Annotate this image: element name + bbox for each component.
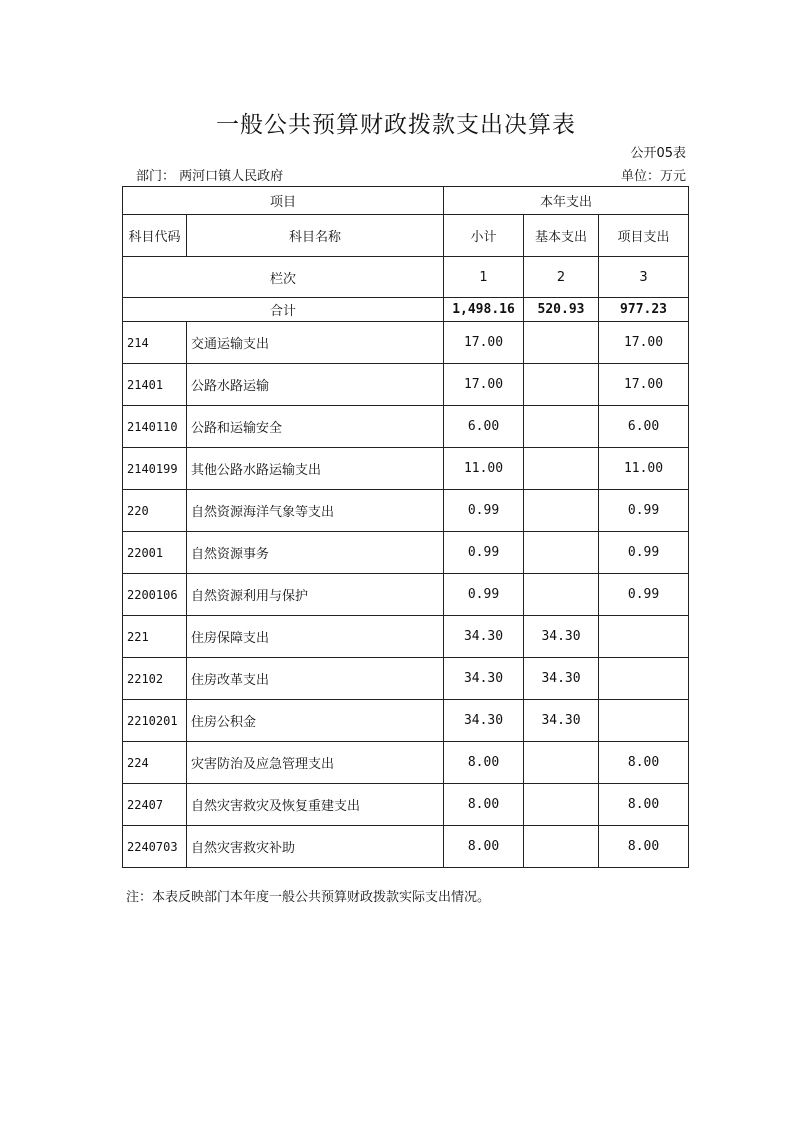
header-project: 项目支出 bbox=[599, 215, 689, 257]
column-index-3: 3 bbox=[599, 257, 689, 298]
column-index-row bbox=[123, 257, 689, 298]
table-row bbox=[123, 448, 689, 490]
unit-label: 单位：万元 bbox=[620, 169, 686, 184]
table-row bbox=[123, 406, 689, 448]
row-subtotal: 8.00 bbox=[444, 826, 524, 868]
row-subtotal: 34.30 bbox=[444, 658, 524, 700]
row-subtotal: 6.00 bbox=[444, 406, 524, 448]
table-row bbox=[123, 574, 689, 616]
header-row-1 bbox=[123, 187, 689, 215]
table-row bbox=[123, 658, 689, 700]
total-row bbox=[123, 298, 689, 322]
row-basic: 34.30 bbox=[524, 658, 599, 700]
row-name: 住房公积金 bbox=[187, 700, 444, 742]
row-name: 公路水路运输 bbox=[187, 364, 444, 406]
row-subtotal: 34.30 bbox=[444, 700, 524, 742]
table-row bbox=[123, 742, 689, 784]
page-title: 一般公共预算财政拨款支出决算表 bbox=[216, 112, 576, 138]
header-code: 科目代码 bbox=[123, 215, 187, 257]
row-project bbox=[599, 616, 689, 658]
footnote: 注：本表反映部门本年度一般公共预算财政拨款实际支出情况。 bbox=[126, 890, 491, 905]
row-project: 6.00 bbox=[599, 406, 689, 448]
row-basic bbox=[524, 532, 599, 574]
column-index-1: 1 bbox=[444, 257, 524, 298]
row-code: 22001 bbox=[123, 532, 187, 574]
row-name: 交通运输支出 bbox=[187, 322, 444, 364]
table-row bbox=[123, 532, 689, 574]
header-item: 项目 bbox=[123, 187, 444, 215]
row-name: 公路和运输安全 bbox=[187, 406, 444, 448]
row-basic bbox=[524, 406, 599, 448]
row-name: 住房保障支出 bbox=[187, 616, 444, 658]
row-basic bbox=[524, 322, 599, 364]
row-project: 0.99 bbox=[599, 532, 689, 574]
total-project: 977.23 bbox=[599, 298, 689, 322]
row-subtotal: 0.99 bbox=[444, 490, 524, 532]
header-current-year: 本年支出 bbox=[444, 187, 689, 215]
row-name: 其他公路水路运输支出 bbox=[187, 448, 444, 490]
row-name: 自然资源利用与保护 bbox=[187, 574, 444, 616]
total-label: 合计 bbox=[123, 298, 444, 322]
row-subtotal: 17.00 bbox=[444, 364, 524, 406]
department-label: 部门： 两河口镇人民政府 bbox=[136, 169, 284, 184]
column-index-2: 2 bbox=[524, 257, 599, 298]
row-basic bbox=[524, 448, 599, 490]
header-row-2 bbox=[123, 215, 689, 257]
row-code: 2140199 bbox=[123, 448, 187, 490]
row-subtotal: 0.99 bbox=[444, 532, 524, 574]
row-code: 214 bbox=[123, 322, 187, 364]
header-name: 科目名称 bbox=[187, 215, 444, 257]
row-project: 17.00 bbox=[599, 364, 689, 406]
row-subtotal: 0.99 bbox=[444, 574, 524, 616]
row-project: 0.99 bbox=[599, 490, 689, 532]
row-basic: 34.30 bbox=[524, 700, 599, 742]
row-subtotal: 34.30 bbox=[444, 616, 524, 658]
header-subtotal: 小计 bbox=[444, 215, 524, 257]
row-name: 灾害防治及应急管理支出 bbox=[187, 742, 444, 784]
expenditure-table bbox=[122, 186, 689, 868]
row-project: 8.00 bbox=[599, 826, 689, 868]
row-basic bbox=[524, 490, 599, 532]
row-code: 224 bbox=[123, 742, 187, 784]
table-row bbox=[123, 616, 689, 658]
row-name: 自然资源海洋气象等支出 bbox=[187, 490, 444, 532]
row-subtotal: 17.00 bbox=[444, 322, 524, 364]
row-name: 自然资源事务 bbox=[187, 532, 444, 574]
row-basic bbox=[524, 364, 599, 406]
row-project: 17.00 bbox=[599, 322, 689, 364]
row-name: 自然灾害救灾补助 bbox=[187, 826, 444, 868]
row-basic bbox=[524, 742, 599, 784]
table-row bbox=[123, 364, 689, 406]
row-basic: 34.30 bbox=[524, 616, 599, 658]
total-basic: 520.93 bbox=[524, 298, 599, 322]
column-index-label: 栏次 bbox=[123, 257, 444, 298]
row-project bbox=[599, 700, 689, 742]
row-subtotal: 8.00 bbox=[444, 742, 524, 784]
row-code: 21401 bbox=[123, 364, 187, 406]
header-basic: 基本支出 bbox=[524, 215, 599, 257]
row-code: 2140110 bbox=[123, 406, 187, 448]
table-row bbox=[123, 490, 689, 532]
form-code: 公开05表 bbox=[630, 146, 686, 161]
total-subtotal: 1,498.16 bbox=[444, 298, 524, 322]
row-basic bbox=[524, 826, 599, 868]
row-code: 22102 bbox=[123, 658, 187, 700]
row-code: 2200106 bbox=[123, 574, 187, 616]
row-subtotal: 8.00 bbox=[444, 784, 524, 826]
row-project: 0.99 bbox=[599, 574, 689, 616]
row-project: 8.00 bbox=[599, 784, 689, 826]
row-project: 8.00 bbox=[599, 742, 689, 784]
row-code: 2240703 bbox=[123, 826, 187, 868]
row-project: 11.00 bbox=[599, 448, 689, 490]
table-row bbox=[123, 826, 689, 868]
row-name: 自然灾害救灾及恢复重建支出 bbox=[187, 784, 444, 826]
row-code: 2210201 bbox=[123, 700, 187, 742]
row-basic bbox=[524, 784, 599, 826]
row-code: 22407 bbox=[123, 784, 187, 826]
row-project bbox=[599, 658, 689, 700]
row-code: 221 bbox=[123, 616, 187, 658]
row-code: 220 bbox=[123, 490, 187, 532]
table-row bbox=[123, 322, 689, 364]
table-row bbox=[123, 700, 689, 742]
row-subtotal: 11.00 bbox=[444, 448, 524, 490]
table-row bbox=[123, 784, 689, 826]
row-basic bbox=[524, 574, 599, 616]
row-name: 住房改革支出 bbox=[187, 658, 444, 700]
